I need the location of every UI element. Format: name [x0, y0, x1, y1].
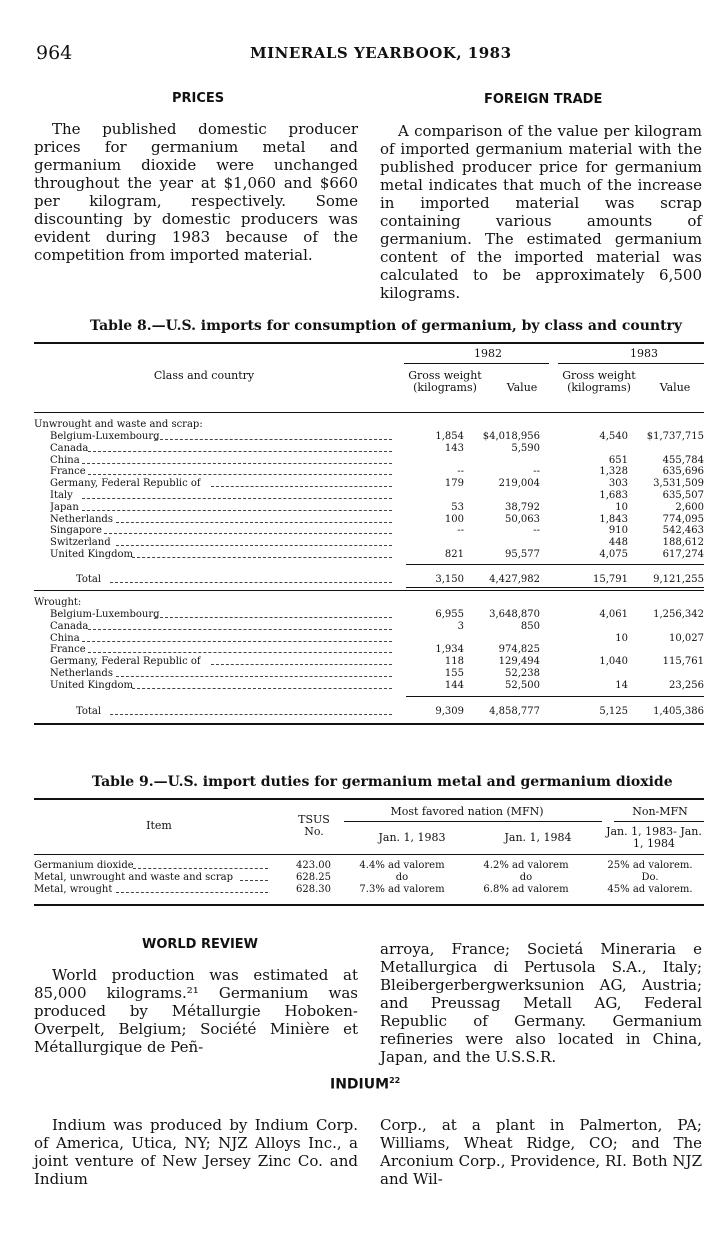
table-row [34, 549, 704, 561]
cell-w82: 155 [444, 668, 464, 679]
cell-v82: 52,500 [505, 679, 540, 691]
duty-item: Germanium dioxide [34, 860, 134, 871]
leader-dots [104, 525, 392, 534]
cell-v82: 850 [520, 620, 540, 632]
table8-total-unwrought [34, 574, 704, 586]
table9-col-item: Item [146, 819, 172, 832]
cell-w83: 4,061 [599, 609, 628, 620]
leader-dots [155, 609, 392, 618]
cell-v82: 129,494 [498, 656, 540, 668]
table-row [34, 860, 704, 872]
duty-tsus: 423.00 [296, 860, 331, 871]
cell-v83: 10,027 [669, 632, 704, 644]
cell-v82: -- [533, 525, 540, 537]
table8-col-class: Class and country [153, 369, 255, 382]
table8-section-wrought: Wrought: [34, 597, 82, 608]
cell-v83: 455,784 [662, 454, 704, 466]
leader-dots [116, 884, 268, 893]
leader-dots [82, 455, 392, 464]
row-label: Germany, Federal Republic of [50, 656, 201, 668]
table9-col-tsus: TSUS No. [298, 813, 330, 838]
leader-dots [211, 478, 392, 487]
table-row [34, 431, 704, 443]
total-label: Total [76, 706, 102, 717]
duty-nonmfn: 25% ad valorem. [607, 860, 693, 871]
duty-tsus: 628.30 [296, 884, 331, 895]
table9-col-date-range: Jan. 1, 1983- Jan. 1, 1984 [606, 825, 702, 850]
table9-col-date-1983: Jan. 1, 1983 [378, 831, 446, 844]
indium-heading: INDIUM$^{22}$ [330, 1076, 401, 1093]
indium-footnote: 22 [389, 1076, 401, 1085]
duty-nonmfn: Do. [641, 872, 659, 883]
table-row [34, 466, 704, 478]
row-label: United Kingdom [50, 549, 133, 560]
row-label: Switzerland [50, 537, 111, 549]
cell-v83: 3,531,509 [653, 478, 704, 490]
cell-v83: 617,274 [662, 549, 704, 560]
row-label: Canada [50, 442, 89, 454]
prices-heading: PRICES [172, 91, 225, 106]
leader-dots [82, 502, 392, 511]
foreign-trade-paragraph: A comparison of the value per kilogram of imported germanium material with the published producer price for germanium metal indicates that much of the increase in imported material was scrap containing various amounts of germanium. The estimated germanium content of the imported material was calculated to be approximately 6,500 kilograms. [380, 122, 702, 302]
leader-dots [82, 633, 392, 642]
table8 [34, 342, 704, 726]
cell-w83: 1,843 [599, 513, 628, 525]
leader-dots [132, 680, 392, 689]
table-row [34, 633, 704, 645]
row-label: Canada [50, 620, 89, 632]
cell-v83: 2,600 [675, 501, 704, 513]
world-review-paragraph-right: arroya, France; Societá Mineraria e Metallurgica di Pertusola S.A., Italy; Bleibergerbergwerksunion AG, Austria; and Preussag Metall AG, Federal Republic of Germany. Germanium refineries were also located in China, Japan, and the U.S.S.R. [380, 940, 702, 1066]
world-review-heading: WORLD REVIEW [142, 937, 259, 952]
table9-rows [34, 860, 704, 900]
cell-v82: $4,018,956 [482, 431, 540, 442]
table-row [34, 514, 704, 526]
table-row [34, 621, 704, 633]
page-title: MINERALS YEARBOOK, 1983 [250, 44, 512, 62]
table-row [34, 478, 704, 490]
table8-section-unwrought: Unwrought and waste and scrap: [34, 419, 203, 430]
cell-v82: -- [533, 466, 540, 478]
cell-v83: 635,507 [662, 490, 704, 501]
cell-w83: 10 [615, 632, 628, 644]
cell-w83: 910 [608, 525, 628, 537]
cell-v82: 974,825 [498, 644, 540, 656]
cell-v83: 542,463 [662, 525, 704, 537]
cell-v83: 115,761 [662, 656, 704, 668]
leader-dots [132, 549, 392, 558]
total-v82: 4,858,777 [489, 706, 540, 717]
total-label: Total [76, 574, 102, 585]
cell-w82: 53 [451, 501, 464, 513]
row-label: France [50, 644, 86, 656]
leader-dots [110, 574, 392, 583]
leader-dots [88, 644, 392, 653]
table-row [34, 525, 704, 537]
total-w82: 9,309 [435, 706, 464, 717]
indium-paragraph-left: Indium was produced by Indium Corp. of America, Utica, NY; NJZ Alloys Inc., a joint venture of New Jersey Zinc Co. and Indium [34, 1116, 358, 1188]
indium-paragraph-right: Corp., at a plant in Palmerton, PA; Williams, Wheat Ridge, CO; and The Arconium Corp., Providence, RI. Both NJZ and Wil- [380, 1116, 702, 1188]
table9-caption: Table 9.—U.S. import duties for germanium metal and germanium dioxide [92, 774, 673, 790]
table8-year-1982: 1982 [474, 347, 502, 360]
cell-w82: 1,934 [435, 644, 464, 656]
table8-total-wrought [34, 706, 704, 718]
leader-dots [240, 872, 268, 881]
leader-dots [133, 860, 268, 869]
leader-dots [82, 490, 392, 499]
table-row [34, 872, 704, 884]
cell-w82: 3 [457, 620, 464, 632]
table-row [34, 490, 704, 502]
cell-v83: 23,256 [669, 679, 704, 691]
row-label: Netherlands [50, 668, 113, 679]
cell-w82: 1,854 [435, 431, 464, 442]
table9 [34, 798, 704, 908]
table-row [34, 443, 704, 455]
cell-w83: 1,040 [599, 656, 628, 668]
cell-v83: $1,737,715 [646, 431, 704, 442]
row-label: China [50, 632, 80, 644]
duty-mfn-1983: 4.4% ad valorem [359, 860, 445, 871]
duty-mfn-1984: do [519, 872, 533, 883]
total-v83: 9,121,255 [653, 574, 704, 585]
cell-w83: 10 [615, 501, 628, 513]
duty-mfn-1983: 7.3% ad valorem [359, 884, 445, 895]
foreign-trade-heading: FOREIGN TRADE [484, 92, 603, 107]
cell-w83: 4,540 [599, 431, 628, 442]
table8-col-weight-1983: Gross weight (kilograms) [562, 369, 636, 394]
cell-w82: -- [457, 466, 464, 478]
world-review-paragraph-left: World production was estimated at 85,000 kilograms.²¹ Germanium was produced by Métallurgie Hoboken-Overpelt, Belgium; Société Minière et Métallurgique de Peñ- [34, 966, 358, 1056]
table-row [34, 668, 704, 680]
table8-col-weight-1982: Gross weight (kilograms) [408, 369, 482, 394]
cell-v82: 5,590 [511, 442, 540, 454]
leader-dots [155, 431, 392, 440]
table-row [34, 884, 704, 896]
cell-w83: 1,683 [599, 490, 628, 501]
cell-w82: 821 [444, 549, 464, 560]
total-w82: 3,150 [435, 574, 464, 585]
duty-tsus: 628.25 [296, 872, 331, 883]
total-v82: 4,427,982 [489, 574, 540, 585]
cell-w82: 6,955 [435, 609, 464, 620]
table-row [34, 680, 704, 692]
cell-w83: 448 [608, 537, 628, 549]
row-label: Japan [50, 501, 79, 513]
cell-w82: 179 [444, 478, 464, 490]
table-row [34, 537, 704, 549]
cell-w82: -- [457, 525, 464, 537]
table8-year-1983: 1983 [630, 347, 658, 360]
total-row [34, 706, 704, 718]
leader-dots [88, 466, 392, 475]
cell-v83: 774,095 [662, 513, 704, 525]
row-label: Belgium-Luxembourg [50, 431, 160, 442]
duty-item: Metal, wrought [34, 884, 113, 895]
leader-dots [116, 668, 392, 677]
cell-w83: 1,328 [599, 466, 628, 478]
cell-w82: 143 [444, 442, 464, 454]
table9-col-date-1984: Jan. 1, 1984 [504, 831, 572, 844]
cell-v82: 219,004 [498, 478, 540, 490]
page-number: 964 [36, 42, 73, 64]
row-label: Italy [50, 490, 73, 501]
total-w83: 15,791 [593, 574, 628, 585]
cell-v82: 50,063 [505, 513, 540, 525]
duty-nonmfn: 45% ad valorem. [607, 884, 693, 895]
row-label: Belgium-Luxembourg [50, 609, 160, 620]
cell-w82: 100 [444, 513, 464, 525]
total-w83: 5,125 [599, 706, 628, 717]
row-label: Netherlands [50, 513, 113, 525]
cell-v82: 3,648,870 [489, 609, 540, 620]
leader-dots [110, 706, 392, 715]
row-label: China [50, 454, 80, 466]
row-label: France [50, 466, 86, 478]
leader-dots [116, 537, 392, 546]
duty-mfn-1984: 6.8% ad valorem [483, 884, 569, 895]
cell-v82: 38,792 [505, 501, 540, 513]
leader-dots [88, 443, 392, 452]
table9-col-mfn: Most favored nation (MFN) [390, 805, 544, 818]
table-row [34, 656, 704, 668]
total-row [34, 574, 704, 586]
table9-col-nonmfn: Non-MFN [632, 805, 688, 818]
cell-v83: 1,256,342 [653, 609, 704, 620]
row-label: Singapore [50, 525, 102, 537]
duty-mfn-1983: do [395, 872, 409, 883]
prices-paragraph: The published domestic producer prices for germanium metal and germanium dioxide were unchanged throughout the year at $1,060 and $660 per kilogram, respectively. Some discounting by domestic producers was evident during 1983 because of the competition from imported material. [34, 120, 358, 264]
table-row [34, 609, 704, 621]
cell-w83: 303 [608, 478, 628, 490]
cell-w83: 14 [615, 679, 628, 691]
table-row [34, 455, 704, 467]
table8-col-value-1982: Value [506, 381, 538, 394]
table8-col-value-1983: Value [659, 381, 691, 394]
row-label: United Kingdom [50, 679, 133, 691]
table8-rows-unwrought [34, 431, 704, 566]
table8-rows-wrought [34, 609, 704, 695]
cell-v82: 52,238 [505, 668, 540, 679]
duty-item: Metal, unwrought and waste and scrap [34, 872, 234, 883]
cell-v83: 635,696 [662, 466, 704, 478]
row-label: Germany, Federal Republic of [50, 478, 201, 490]
cell-v83: 188,612 [662, 537, 704, 549]
leader-dots [116, 514, 392, 523]
cell-w82: 118 [444, 656, 464, 668]
total-v83: 1,405,386 [653, 706, 704, 717]
table8-caption: Table 8.—U.S. imports for consumption of germanium, by class and country [90, 318, 683, 334]
table-row [34, 644, 704, 656]
leader-dots [211, 656, 392, 665]
cell-w82: 144 [444, 679, 464, 691]
leader-dots [88, 621, 392, 630]
cell-w83: 651 [608, 454, 628, 466]
duty-mfn-1984: 4.2% ad valorem [483, 860, 569, 871]
cell-v82: 95,577 [505, 549, 540, 560]
table-row [34, 502, 704, 514]
cell-w83: 4,075 [599, 549, 628, 560]
